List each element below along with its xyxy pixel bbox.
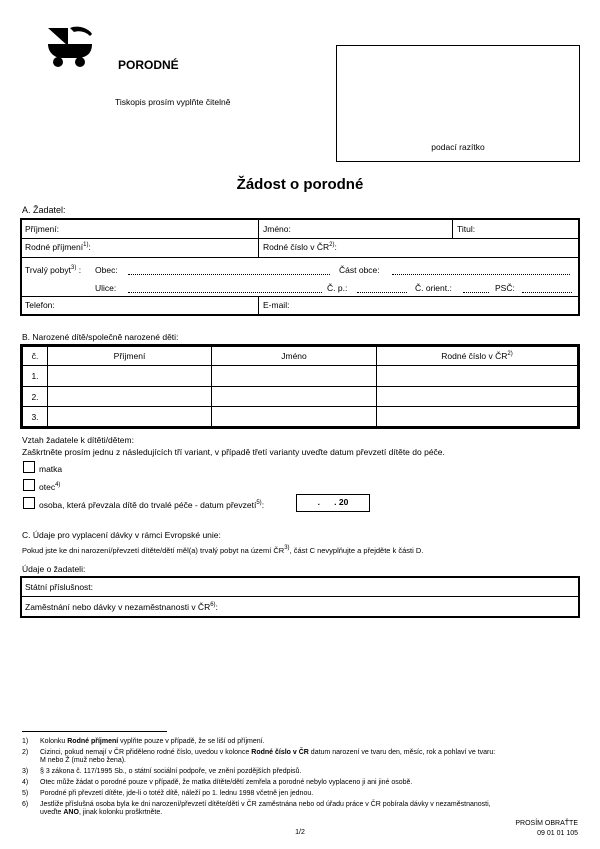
relation-hint: Zaškrtněte prosím jednu z následujících tří variant, v případě třetí varianty uveďte datum převzetí dítěte do péče. xyxy=(22,447,445,457)
street-input[interactable] xyxy=(128,292,322,293)
takeover-date-input[interactable]: . . 20 xyxy=(296,494,370,512)
form-title: Žádost o porodné xyxy=(236,176,364,193)
row-number: 2. xyxy=(23,387,48,407)
district-input[interactable] xyxy=(392,274,570,275)
surname-field[interactable]: Příjmení: xyxy=(25,224,60,234)
house-no-label: Č. p.: xyxy=(327,283,348,293)
house-no-input[interactable] xyxy=(357,292,407,293)
father-label: otec$^{4)}$ xyxy=(39,482,61,492)
section-c-note: Pokud jste ke dni narození/převzetí dítěte/dětí měl(a) trvalý pobyt na území ČR$^{3)}$, část C nevyplňujte a přejděte k části D. xyxy=(22,545,424,555)
municipality-label: Obec: xyxy=(95,265,118,275)
birth-number-field[interactable]: Rodné číslo v ČR$^{2)}$: xyxy=(263,242,337,252)
table-row xyxy=(23,366,578,387)
municipality-input[interactable] xyxy=(128,274,330,275)
form-code: 09 01 01 105 xyxy=(537,830,578,837)
child-surname-input[interactable] xyxy=(48,407,212,427)
child-birth-number-input[interactable] xyxy=(377,387,578,407)
orient-no-label: Č. orient.: xyxy=(415,283,452,293)
mother-checkbox[interactable] xyxy=(23,461,35,473)
table-row xyxy=(23,387,578,407)
col-firstname: Jméno xyxy=(212,347,377,366)
col-surname: Příjmení xyxy=(48,347,212,366)
col-no: č. xyxy=(23,347,48,366)
children-table-header xyxy=(23,347,578,366)
orient-no-input[interactable] xyxy=(463,292,489,293)
child-birth-number-input[interactable] xyxy=(377,407,578,427)
street-label: Ulice: xyxy=(95,283,117,293)
zip-input[interactable] xyxy=(522,292,572,293)
firstname-field[interactable]: Jméno: xyxy=(263,224,291,234)
stamp-box xyxy=(336,45,580,162)
section-b-heading: B. Narozené dítě/společně narozené děti: xyxy=(22,332,179,342)
row-number: 3. xyxy=(23,407,48,427)
citizenship-field[interactable]: Státní příslušnost: xyxy=(25,582,94,592)
stamp-label: podací razítko xyxy=(431,142,485,152)
relation-heading: Vztah žadatele k dítěti/dětem: xyxy=(22,435,134,445)
degree-field[interactable]: Titul: xyxy=(457,224,476,234)
child-firstname-input[interactable] xyxy=(212,366,377,387)
residence-label: Trvalý pobyt$^{3)}$ : xyxy=(25,265,82,275)
table-row xyxy=(23,407,578,427)
caretaker-label: osoba, která převzala dítě do trvalé péče - datum převzetí$^{5)}$: xyxy=(39,500,265,510)
section-c-heading: C. Údaje pro vyplacení dávky v rámci Evropské unie: xyxy=(22,530,221,540)
applicant-data-heading: Údaje o žadateli: xyxy=(22,564,86,574)
child-firstname-input[interactable] xyxy=(212,387,377,407)
mother-label: matka xyxy=(39,464,63,474)
email-field[interactable]: E-mail: xyxy=(263,300,290,310)
zip-label: PSČ: xyxy=(495,283,515,293)
father-checkbox[interactable] xyxy=(23,479,35,491)
fill-instruction: Tiskopis prosím vyplňte čitelně xyxy=(115,97,231,107)
employment-field[interactable]: Zaměstnání nebo dávky v nezaměstnanosti v ČR$^{6)}$: xyxy=(25,602,218,612)
footnote-divider xyxy=(22,731,167,732)
turn-over-note: PROSÍM OBRAŤTE xyxy=(515,820,578,827)
caretaker-checkbox[interactable] xyxy=(23,497,35,509)
children-table xyxy=(22,346,578,427)
birth-surname-field[interactable]: Rodné příjmení$^{1)}$: xyxy=(25,242,91,252)
baby-carriage-icon xyxy=(46,24,96,68)
child-birth-number-input[interactable] xyxy=(377,366,578,387)
col-birth-number: Rodné číslo v ČR$^{2)}$ xyxy=(377,347,578,366)
section-a-heading: A. Žadatel: xyxy=(22,205,66,215)
page-number: 1/2 xyxy=(295,829,305,836)
child-firstname-input[interactable] xyxy=(212,407,377,427)
district-label: Část obce: xyxy=(339,265,380,275)
document-type-title: PORODNÉ xyxy=(118,58,179,72)
row-number: 1. xyxy=(23,366,48,387)
child-surname-input[interactable] xyxy=(48,387,212,407)
child-surname-input[interactable] xyxy=(48,366,212,387)
phone-field[interactable]: Telefon: xyxy=(25,300,55,310)
